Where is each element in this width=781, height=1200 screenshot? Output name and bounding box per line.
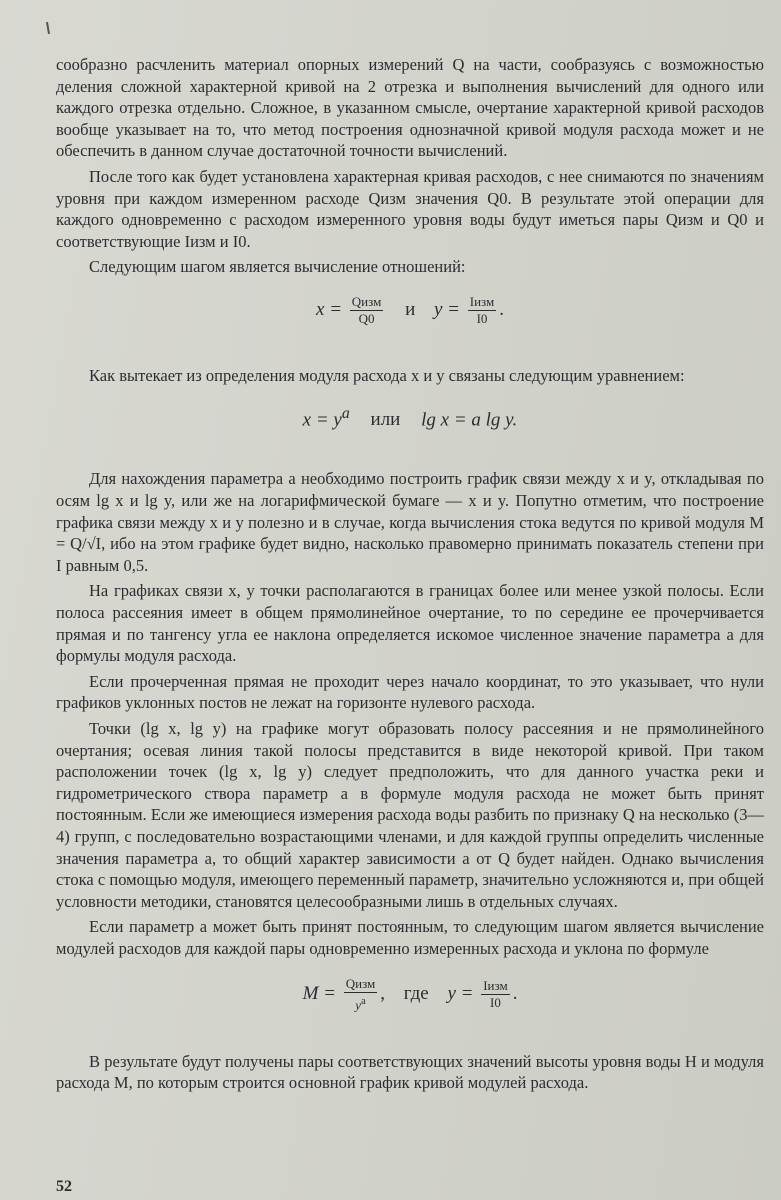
formula-part: y = [447,982,474,1004]
paragraph: Если параметр a может быть принят постоянным, то следующим шагом является вычисление модулей расходов для каждой пары одновременно измеренных расхода и уклона по формуле [56,917,764,958]
formula-part: x = [316,298,343,320]
formula-part: M = [302,982,336,1004]
formula-part: y = [433,298,460,320]
formula-part: где [403,982,429,1004]
margin-mark [46,22,50,34]
formula-part: или [370,408,401,430]
paragraph: Точки (lg x, lg y) на графике могут образовать полосу рассеяния и не прямолинейного очертания; осевая линия такой полосы представится в виде некоторой кривой. При таком расположении точек (lg x, lg y) следует предположить, что для данного участка реки и гидрометрического створа параметр a в формуле модуля расхода не может быть принят постоянным. Если же имеющиеся измерения расхода воды разбить по признаку Q на несколько (3—4) групп, с последовательно возрастающими членами, и для каждой группы определить численные значения параметра a, то общий характер зависимости a от Q будет найден. Однако вычисления стока с помощью модуля, имеющего переменный параметр, значительно усложняются и, при общей условности методики, становятся целесообразными лишь в отдельных случаях. [56,718,764,911]
fraction-denominator: y [355,996,361,1012]
fraction [350,294,384,327]
formula-exponent: a [341,404,350,422]
page-text [56,54,764,1098]
fraction-numerator: Qизм [345,975,376,991]
formula-part: и [405,298,416,320]
fraction [344,976,378,1013]
fraction-numerator: Qизм [351,293,382,309]
fraction-numerator: Iизм [469,293,495,309]
fraction-denominator: I0 [476,310,488,326]
formula-exponent: a [360,994,366,1007]
formula-part: lg x = a lg y. [421,408,518,430]
paragraph: На графиках связи x, y точки располагаются в границах более или менее узкой полосы. Если полоса рассеяния имеет в общем прямолинейное очертание, то по середине ее прочерчивается прямая и по тангенсу угла ее наклона определяется искомое численное значение параметра a для формулы модуля расхода. [56,581,764,666]
fraction-denominator: Q0 [358,310,375,326]
formula-equation [56,403,764,431]
paragraph: Как вытекает из определения модуля расхода x и y связаны следующим уравнением: [89,365,685,385]
formula-ratios: x = $\frac{\text{Qизм}}{Q0}$ и y = $\frac{\text{Iизм}}{I0}$ . [316,293,504,326]
fraction [481,978,509,1011]
fraction-denominator: I0 [490,994,501,1010]
formula-modulus: M = $\frac{\text{Qизм}}{y^a}$ , где y = $\frac{\text{Iизм}}{I0}$ . [302,975,518,1012]
page-number: 52 [56,1178,72,1195]
paragraph: После того как будет установлена характерная кривая расходов, с нее снимаются по значениям уровня при каждом измеренном расходе Qизм значения Q0. В результате этой операции для каждого одновременно с расходом измеренного уровня воды будут иметься пары Qизм и Q0 и соответствующие Iизм и I0. [56,166,764,251]
formula-part: x = y [302,408,342,430]
fraction [468,294,496,327]
fraction-numerator: Iизм [483,977,508,993]
paragraph: сообразно расчленить материал опорных измерений Q на части, сообразуясь с возможностью деления сложной характерной кривой на 2 отрезка и выполнения вычислений для одного или каждого отрезка отдельно. Сложное, в указанном смысле, очертание характерной кривой расходов вообще указывает на то, что метод построения однозначной кривой модуля расхода может и не обеспечить в данном случае достаточной точности вычислений. [56,55,764,161]
paragraph: Для нахождения параметра a необходимо построить график связи между x и y, откладывая по осям lg x и lg y, или же на логарифмической бумаге — x и y. Попутно отметим, что построение графика связи между x и y полезно и в случае, когда вычисления стока ведутся по кривой модуля M = Q/√I, ибо на этом графике будет видно, насколько правомерно принимать показатель степени при I равным 0,5. [56,469,764,575]
paragraph: Если прочерченная прямая не проходит через начало координат, то это указывает, что нули графиков уклонных постов не лежат на горизонте нулевого расхода. [56,671,764,713]
paragraph: В результате будут получены пары соответствующих значений высоты уровня воды H и модуля расхода M, по которым строится основной график кривой модулей расхода. [56,1051,764,1093]
paragraph: Следующим шагом является вычисление отношений: [89,257,466,277]
